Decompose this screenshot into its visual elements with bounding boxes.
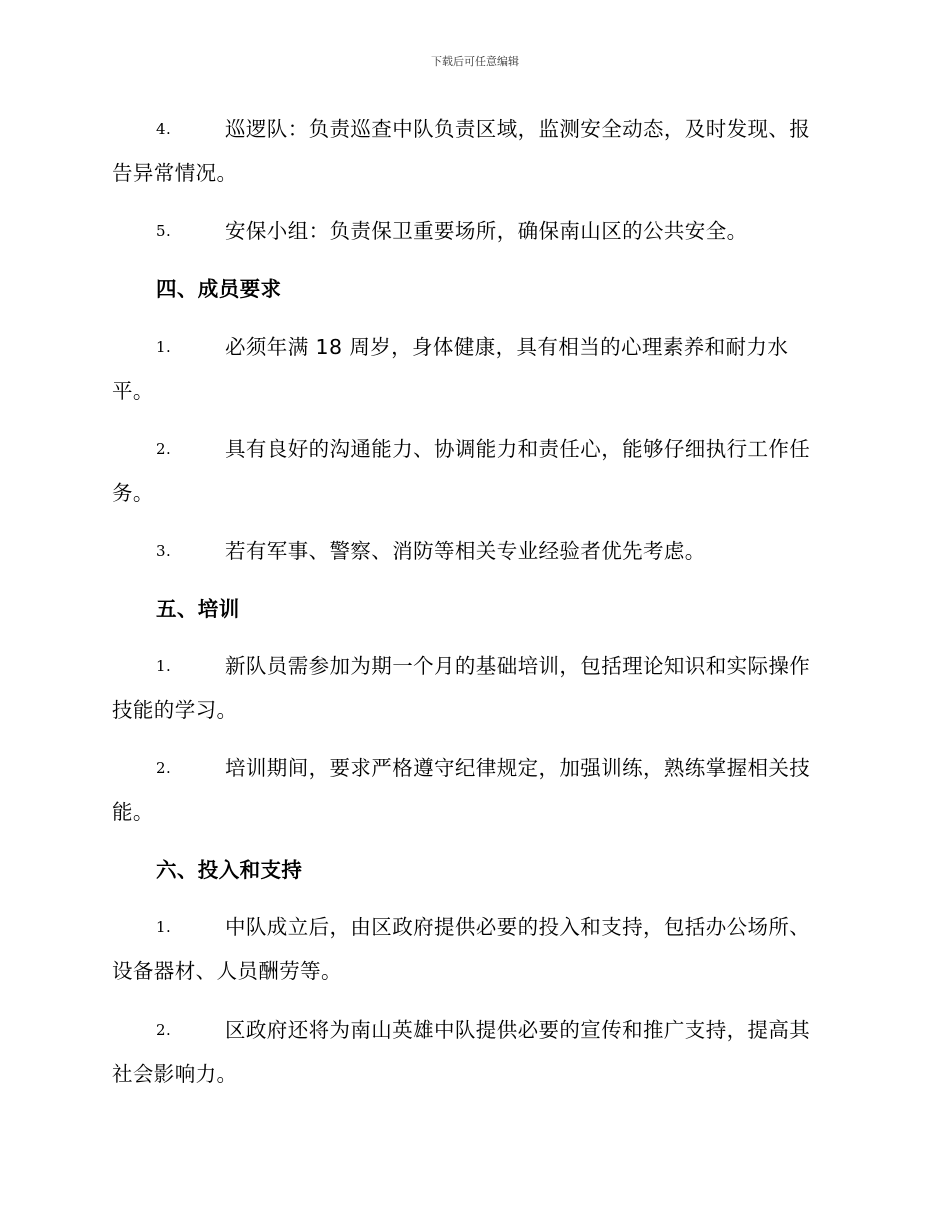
item-number: 4. [156,120,172,138]
list-item [112,905,836,993]
list-item [112,209,836,253]
item-text-line: 具有良好的沟通能力、协调能力和责任心，能够仔细执行工作任 [225,437,811,461]
item-text-line: 平。 [112,379,154,403]
section-heading: 四、成员要求 [156,277,282,301]
item-text-line: 培训期间，要求严格遵守纪律规定，加强训练，熟练掌握相关技 [225,756,811,780]
list-item [112,529,836,573]
item-text-line: 技能的学习。 [112,698,238,722]
item-number: 2. [156,759,172,777]
item-number: 5. [156,222,172,240]
list-item [112,746,836,834]
list-item [112,427,836,515]
item-number: 1. [156,338,172,356]
item-number: 3. [156,542,172,560]
item-text-line: 新队员需参加为期一个月的基础培训，包括理论知识和实际操作 [225,654,811,678]
item-text-line: 能。 [112,800,154,824]
list-item [112,1008,836,1096]
item-number: 2. [156,440,172,458]
item-text-line: 中队成立后，由区政府提供必要的投入和支持，包括办公场所、 [225,915,811,939]
section-heading: 六、投入和支持 [156,858,303,882]
list-item [112,325,836,413]
item-number: 1. [156,657,172,675]
list-item [112,107,836,195]
item-text-line: 社会影响力。 [112,1062,238,1086]
section-heading: 五、培训 [156,597,240,621]
item-text-line: 安保小组：负责保卫重要场所，确保南山区的公共安全。 [225,219,748,243]
list-item [112,644,836,732]
item-text-line: 设备器材、人员酬劳等。 [112,959,342,983]
item-text-line: 若有军事、警察、消防等相关专业经验者优先考虑。 [225,539,706,563]
item-text-line: 区政府还将为南山英雄中队提供必要的宣传和推广支持，提高其 [225,1018,811,1042]
item-text-line: 告异常情况。 [112,161,238,185]
item-number: 2. [156,1021,172,1039]
item-text-line: 巡逻队：负责巡查中队负责区域，监测安全动态，及时发现、报 [225,117,811,141]
item-number: 1. [156,918,172,936]
page-header: 下载后可任意编辑 [431,55,519,68]
item-text-line: 务。 [112,481,154,505]
item-text-line: 必须年满 18 周岁，身体健康，具有相当的心理素养和耐力水 [225,335,789,359]
